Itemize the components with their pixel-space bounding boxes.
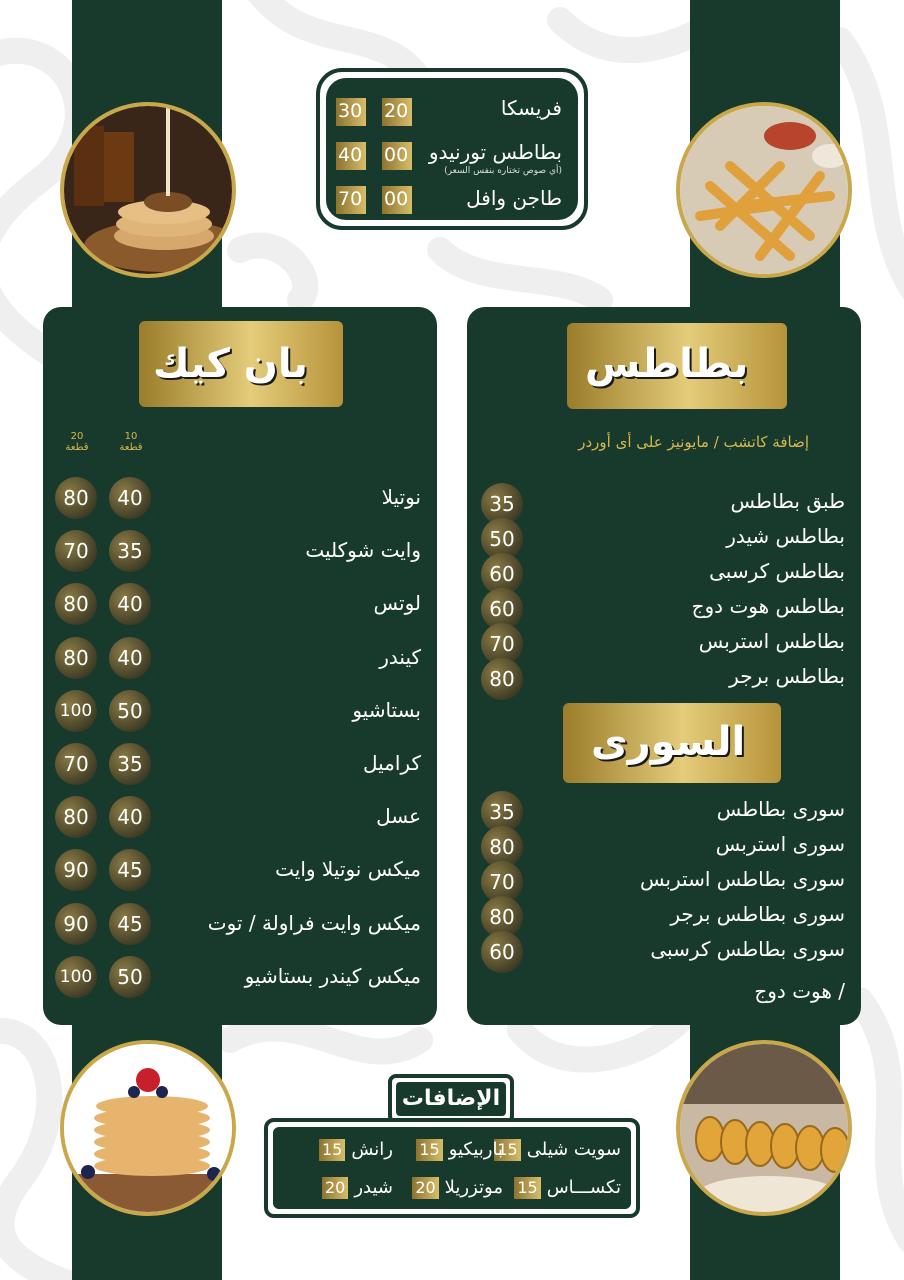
syrian-price: 70 bbox=[481, 861, 523, 903]
pancake-item-name: وايت شوكليت bbox=[305, 538, 421, 563]
pancake-price-20: 100 bbox=[55, 956, 97, 998]
pancake-price-10: 40 bbox=[109, 796, 151, 838]
pancake-price-10: 50 bbox=[109, 956, 151, 998]
pancake-price-20: 70 bbox=[55, 530, 97, 572]
top-item-3-name: طاجن وافل bbox=[466, 186, 562, 210]
potato-price: 60 bbox=[481, 553, 523, 595]
potato-price: 80 bbox=[481, 658, 523, 700]
addition-name: تكســـاس bbox=[546, 1177, 621, 1198]
pancake-item-name: لوتس bbox=[373, 591, 421, 616]
pancake-price-10: 40 bbox=[109, 637, 151, 679]
col-20-label: 20 bbox=[70, 431, 84, 442]
col-10-unit: قطعة bbox=[119, 442, 143, 453]
top-specials-box bbox=[316, 68, 588, 230]
additions-row-2 bbox=[273, 1177, 631, 1201]
potatoes-panel bbox=[467, 307, 861, 1025]
syrian-price: 80 bbox=[481, 896, 523, 938]
pancake-panel bbox=[43, 307, 437, 1025]
addition-item bbox=[322, 1177, 393, 1199]
addition-item bbox=[514, 1177, 621, 1199]
syrian-item-name: سورى بطاطس كرسبى bbox=[650, 937, 845, 961]
addition-name: شيدر bbox=[354, 1177, 393, 1198]
pancake-item-name: ميكس وايت فراولة / توت bbox=[207, 910, 421, 935]
pancake-price-20: 90 bbox=[55, 903, 97, 945]
pancake-syrup-photo bbox=[60, 102, 236, 278]
addition-name: موتزريلا bbox=[444, 1177, 503, 1198]
addition-price: 15 bbox=[319, 1139, 345, 1161]
pancake-item-name: ميكس كيندر بستاشيو bbox=[244, 963, 421, 988]
potato-item-name: بطاطس شيدر bbox=[726, 524, 845, 548]
potato-price: 35 bbox=[481, 483, 523, 525]
pancake-title: بان كيك bbox=[153, 341, 308, 387]
syrian-price: 80 bbox=[481, 826, 523, 868]
addition-name: سويت شيلى bbox=[526, 1139, 621, 1160]
pancake-price-20: 90 bbox=[55, 849, 97, 891]
potato-item-name: بطاطس كرسبى bbox=[709, 559, 845, 583]
pancake-item-name: ميكس نوتيلا وايت bbox=[275, 857, 421, 882]
pancake-price-10: 45 bbox=[109, 849, 151, 891]
additions-title-box bbox=[388, 1074, 514, 1124]
potato-price: 60 bbox=[481, 588, 523, 630]
pancake-price-20: 70 bbox=[55, 743, 97, 785]
pancake-item-name: بستاشيو bbox=[352, 697, 421, 722]
fries-photo bbox=[676, 102, 852, 278]
tornado-potato-photo bbox=[676, 1040, 852, 1216]
addition-item bbox=[319, 1139, 393, 1161]
pancake-price-10: 40 bbox=[109, 583, 151, 625]
pancake-price-10: 40 bbox=[109, 477, 151, 519]
potato-item-name: بطاطس برجر bbox=[729, 664, 845, 688]
pancake-price-20: 100 bbox=[55, 690, 97, 732]
top-item-2-price-b: 40 bbox=[338, 144, 363, 166]
pancake-item-name: نوتيلا bbox=[381, 485, 421, 509]
top-item-1-name: فريسكا bbox=[500, 96, 562, 120]
syrian-price: 60 bbox=[481, 931, 523, 973]
top-item-3-price-a: 00 bbox=[384, 188, 409, 210]
pancake-price-20: 80 bbox=[55, 796, 97, 838]
additions-title: الإضافات bbox=[396, 1082, 506, 1116]
addition-price: 20 bbox=[412, 1177, 438, 1199]
addition-price: 15 bbox=[494, 1139, 520, 1161]
col-10-label: 10 bbox=[124, 431, 138, 442]
syrian-last-line: / هوت دوج bbox=[754, 979, 845, 1003]
top-item-2-name: بطاطس تورنيدو bbox=[428, 140, 562, 164]
pancake-price-10: 45 bbox=[109, 903, 151, 945]
potatoes-title: بطاطس bbox=[585, 341, 749, 387]
additions-box bbox=[264, 1118, 640, 1218]
syrian-title: السورى bbox=[591, 719, 746, 765]
pancake-item-name: كراميل bbox=[362, 751, 421, 775]
potato-item-name: بطاطس استربس bbox=[698, 629, 845, 653]
top-item-2-price-a: 00 bbox=[384, 144, 409, 166]
pancake-price-10: 35 bbox=[109, 743, 151, 785]
addition-name: رانش bbox=[351, 1139, 393, 1160]
syrian-item-name: سورى بطاطس برجر bbox=[670, 902, 845, 926]
col-20-unit: قطعة bbox=[65, 442, 89, 453]
addition-item bbox=[494, 1139, 621, 1161]
top-item-1-price-b: 30 bbox=[338, 100, 363, 122]
potato-item-name: بطاطس هوت دوج bbox=[691, 594, 845, 618]
additions-row-1 bbox=[273, 1139, 631, 1163]
potatoes-note: إضافة كاتشب / مايونيز على أى أوردر bbox=[578, 433, 809, 451]
top-item-3-price-b: 70 bbox=[338, 188, 363, 210]
addition-name: باربيكيو bbox=[448, 1139, 503, 1160]
addition-item bbox=[416, 1139, 503, 1161]
syrian-item-name: سورى بطاطس bbox=[716, 797, 845, 821]
syrian-price: 35 bbox=[481, 791, 523, 833]
pancake-item-name: كيندر bbox=[379, 644, 421, 669]
top-item-2-note: (أي صوص تختاره بنفس السعر) bbox=[444, 166, 562, 176]
pancake-price-20: 80 bbox=[55, 477, 97, 519]
col-10-header bbox=[113, 431, 149, 453]
syrian-item-name: سورى بطاطس استربس bbox=[639, 867, 845, 891]
pancake-price-10: 50 bbox=[109, 690, 151, 732]
col-20-header bbox=[59, 431, 95, 453]
potato-price: 50 bbox=[481, 518, 523, 560]
potato-item-name: طبق بطاطس bbox=[730, 489, 845, 513]
pancake-price-10: 35 bbox=[109, 530, 151, 572]
pancake-item-name: عسل bbox=[376, 804, 421, 829]
pancake-price-20: 80 bbox=[55, 583, 97, 625]
addition-price: 20 bbox=[322, 1177, 348, 1199]
potato-price: 70 bbox=[481, 623, 523, 665]
pancake-price-20: 80 bbox=[55, 637, 97, 679]
syrian-item-name: سورى استربس bbox=[715, 832, 845, 856]
pancake-stack-photo bbox=[60, 1040, 236, 1216]
addition-price: 15 bbox=[514, 1177, 540, 1199]
addition-price: 15 bbox=[416, 1139, 442, 1161]
addition-item bbox=[412, 1177, 503, 1199]
top-item-1-price-a: 20 bbox=[384, 100, 409, 122]
